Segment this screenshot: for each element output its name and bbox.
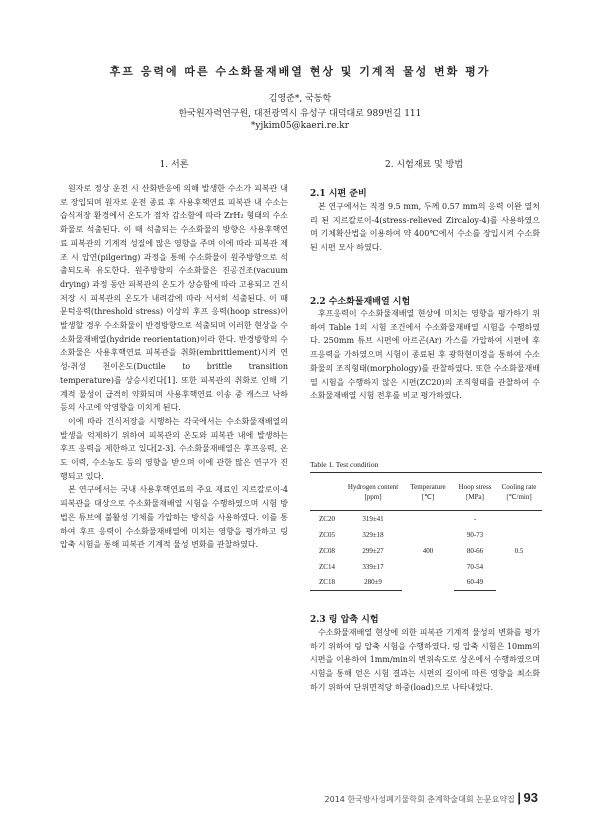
- table-header-hydrogen: Hydrogen content [ppm]: [344, 473, 402, 511]
- subsection-heading-2-1: 2.1 시편 준비: [310, 189, 367, 199]
- cell-id: ZC05: [319, 530, 335, 539]
- cell-stress: 60-49: [454, 575, 496, 591]
- cell-hydrogen: 339±17: [362, 562, 384, 571]
- cell-id: ZC08: [319, 546, 335, 555]
- cell-stress: 90-73: [466, 530, 484, 539]
- page-footer: [325, 790, 538, 805]
- section-heading-experiment: 2. 시험재료 및 방법: [384, 160, 464, 170]
- subsection-heading-2-2: 2.2 수소화물재배열 시험: [310, 297, 411, 307]
- paragraph: 본 연구에서는 직경 9.5 mm, 두께 0.57 mm의 응력 이완 열처리 된 지르칼로이-4(stress-relieved Zircaloy-4)를 사용하였으며 기체확산법을 이용하여 약 400℃에서 수소를 장입시켜 수소화된 시편 모사 하였다.: [310, 202, 540, 253]
- table-row: [310, 511, 542, 527]
- cell-id: ZC14: [319, 562, 335, 571]
- email: *yjkim05@kaeri.re.kr: [250, 121, 350, 131]
- intro-body: [60, 182, 288, 552]
- table-caption: Table 1. Test condition: [310, 460, 379, 469]
- subsection-heading-2-3: 2.3 링 압축 시험: [310, 615, 379, 625]
- cell-hydrogen: 329±18: [362, 530, 384, 539]
- subsection-body-2-3: [310, 626, 540, 695]
- section-heading-intro: 1. 서론: [159, 160, 189, 170]
- test-condition-table: [310, 472, 542, 591]
- cell-stress: 70-54: [466, 562, 484, 571]
- footer-text: 2014 한국방사성폐기물학회 춘계학술대회 논문요약집: [324, 795, 515, 804]
- table-header-temperature: Temperature [℃]: [402, 473, 454, 511]
- page-number: 93: [523, 790, 538, 805]
- table-header-hoop-stress: Hoop stress [MPa]: [454, 473, 496, 511]
- cell-stress: 80-66: [466, 546, 484, 555]
- intro-paragraph: 이에 따라 건식저장을 시행하는 각국에서는 수소화물재배열의 발생을 억제하기 위하여 피복관의 온도와 피복관 내에 발생하는 후프 응력을 제한하고 있다[2-3]. 수소화물재배열은 후프응력, 온도 이력, 수소농도 등의 영향을 받으며 이에 관한 많은 연구가 진행되고 있다.: [60, 416, 288, 481]
- paper-title: 후프 응력에 따른 수소화물재배열 현상 및 기계적 물성 변화 평가: [109, 65, 491, 78]
- cell-temperature: 400: [422, 546, 434, 555]
- paragraph: 수소화물재배열 현상에 의한 피복관 기계적 물성의 변화를 평가하기 위하여 링 압축 시험을 수행하였다. 링 압축 시험은 10mm의 시편을 이용하여 1mm/min의 변위속도로 상온에서 수행하였으며 시험을 통해 얻은 시험 결과는 시편의 길이에 따른 영향을 최소화하기 위하여 단위면적당 하중(load)으로 나타내었다.: [310, 628, 540, 692]
- cell-cooling-rate: 0.5: [514, 546, 524, 555]
- footer-separator: |: [517, 790, 521, 805]
- cell-stress: -: [473, 514, 477, 523]
- intro-paragraph: 원자로 정상 운전 시 산화반응에 의해 발생한 수소가 피복관 내로 장입되며 원자로 운전 종료 후 사용후핵연료 피복관 내 수소는 습식저장 환경에서 온도가 점차 감소함에 따라 ZrH₂ 형태의 수소화물로 석출된다. 이 때 석출되는 수소화물의 방향은 사용후핵연료 피복관의 기계적 성질에 많은 영향을 주며 이에 따라 피복관 제조 시 압연(pilgering) 과정을 통해 수소화물이 원주방향으로 석출되도록 유도한다. 원주방향의 수소화물은 진공건조(vacuum drying) 과정 동안 피복관의 온도가 상승함에 따라 고용되고 건식저장 시 피복관의 온도가 내려감에 따라 서서히 석출된다. 이 때 문턱응력(threshold stress) 이상의 후프 응력(hoop stress)이 발생할 경우 수소화물이 반경방향으로 석출되며 이러한 현상을 수소화물재배열(hydride reorientation)이라 한다. 반경방향의 수소화물은 사용후핵연료 피복관을 취화(embrittlement)시켜 연성-취성 천이온도(Ductile to brittle transition temperature)를 상승시킨다[1]. 또한 피복관의 취화로 인해 기계적 물성이 급격히 약화되며 사용후핵연료 이송 중 캐스크 낙하 등의 사고에 악영향을 미치게 된다.: [60, 184, 288, 413]
- cell-hydrogen: 319±41: [362, 514, 384, 523]
- cell-hydrogen: 299±27: [362, 546, 384, 555]
- intro-paragraph: 본 연구에서는 국내 사용후핵연료의 주요 재료인 지르칼로이-4 피복관을 대상으로 수소화물재배열 시험을 수행하였으며 시험 방법은 튜브에 불활성 기체를 가압하는 방식을 사용하였다. 이를 통하여 후프 응력이 수소화물재배열에 미치는 영향을 평가하고 링 압축 시험을 통해 피복관 기계적 물성 변화를 관찰하였다.: [60, 485, 288, 550]
- subsection-body-2-2: [310, 307, 540, 403]
- affiliation: 한국원자력연구원, 대전광역시 유성구 대덕대로 989번길 111: [178, 109, 422, 119]
- cell-id: ZC20: [319, 514, 335, 523]
- table-header-id: [310, 473, 344, 511]
- cell-id: ZC18: [310, 575, 344, 591]
- subsection-body-2-1: [310, 200, 540, 255]
- paragraph: 후프응력이 수소화물재배열 현상에 미치는 영향을 평가하기 위하여 Table 1의 시험 조건에서 수소화물재배열 시험을 수행하였다. 250mm 튜브 시편에 아르곤(Ar) 가스를 가압하여 시편에 후프응력을 가하였으며 시험이 종료된 후 광학현미경을 통하여 수소화물의 조직형태(morphology)를 관찰하였다. 또한 수소화물재배열 시험을 수행하지 않은 시편(ZC20)의 조직형태를 관찰하여 수소화물재배열 시험 전후를 비교 평가하였다.: [310, 309, 540, 401]
- table-header-cooling-rate: Cooling rate [℃/min]: [496, 473, 542, 511]
- authors: 김영준*, 국동학: [268, 94, 332, 104]
- cell-hydrogen: 280±9: [344, 575, 402, 591]
